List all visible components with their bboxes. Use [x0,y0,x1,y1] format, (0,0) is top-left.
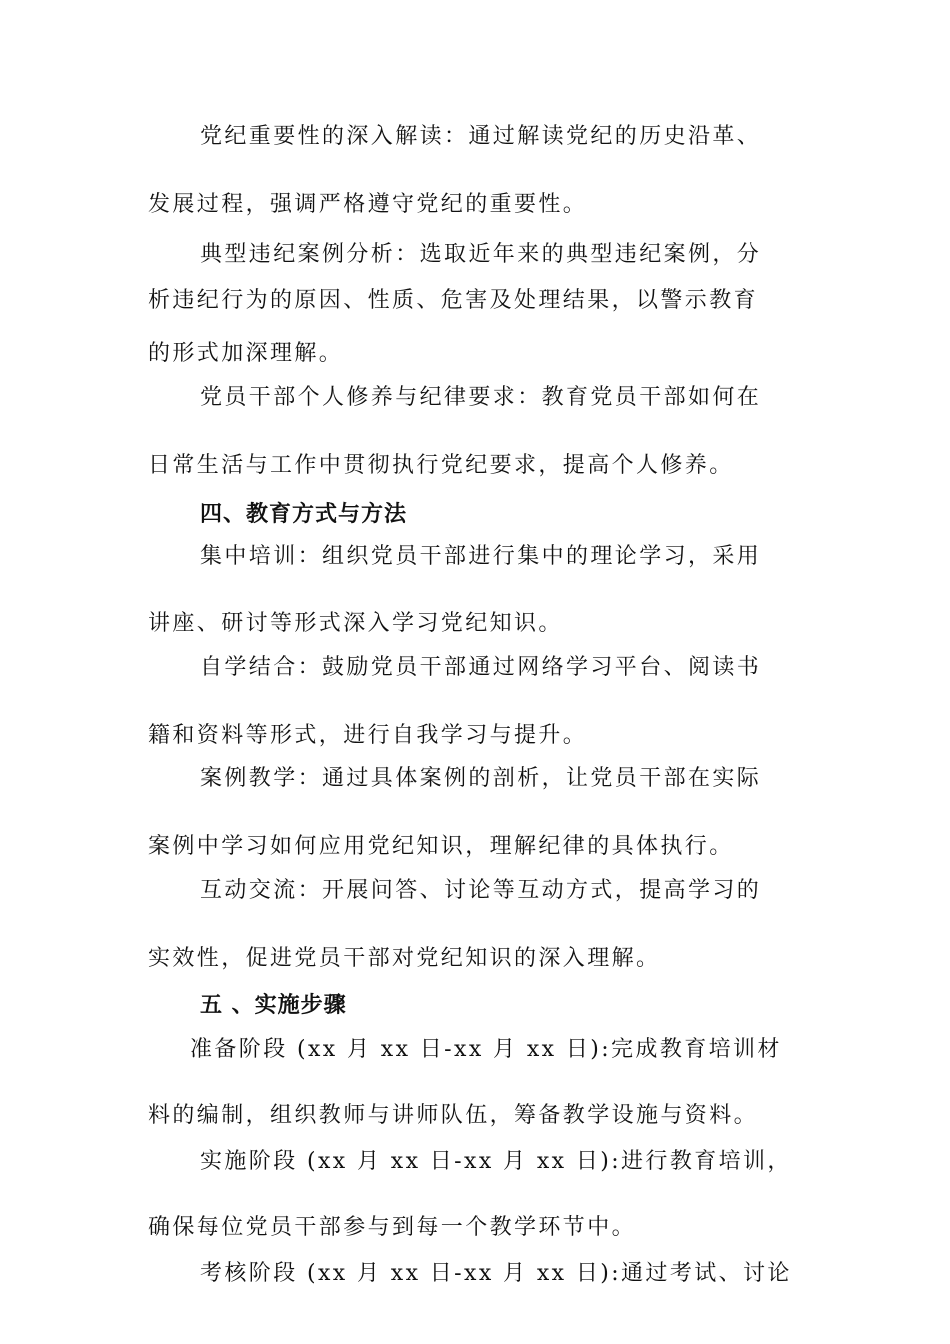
paragraph-line: 准备阶段 (xx 月 xx 日-xx 月 xx 日):完成教育培训材 [190,1037,782,1062]
paragraph-line: 互动交流：开展问答、讨论等互动方式，提高学习的 [200,878,762,903]
paragraph-line: 料的编制，组织教师与讲师队伍，筹备教学设施与资料。 [148,1103,759,1128]
section-heading: 四、教育方式与方法 [200,502,408,527]
paragraph-line: 集中培训：组织党员干部进行集中的理论学习，采用 [200,544,762,569]
paragraph-line: 实效性，促进党员干部对党纪知识的深入理解。 [148,946,661,971]
paragraph-line: 考核阶段 (xx 月 xx 日-xx 月 xx 日):通过考试、讨论 [200,1261,792,1286]
paragraph-line: 自学结合：鼓励党员干部通过网络学习平台、阅读书 [200,655,762,680]
paragraph-line: 案例教学：通过具体案例的剖析，让党员干部在实际 [200,766,762,791]
paragraph-line: 日常生活与工作中贯彻执行党纪要求，提高个人修养。 [148,453,734,478]
paragraph-line: 典型违纪案例分析：选取近年来的典型违纪案例，分 [200,242,762,267]
paragraph-line: 析违纪行为的原因、性质、危害及处理结果，以警示教育 [148,288,759,313]
paragraph-line: 籍和资料等形式，进行自我学习与提升。 [148,723,588,748]
paragraph-line: 党员干部个人修养与纪律要求：教育党员干部如何在 [200,385,762,410]
section-heading: 五 、实施步骤 [200,993,347,1018]
paragraph-line: 确保每位党员干部参与到每一个教学环节中。 [148,1215,637,1240]
paragraph-line: 发展过程，强调严格遵守党纪的重要性。 [148,192,588,217]
paragraph-line: 党纪重要性的深入解读：通过解读党纪的历史沿革、 [200,124,762,149]
paragraph-line: 的形式加深理解。 [148,341,344,366]
paragraph-line: 案例中学习如何应用党纪知识，理解纪律的具体执行。 [148,834,734,859]
paragraph-line: 实施阶段 (xx 月 xx 日-xx 月 xx 日):进行教育培训， [200,1149,792,1174]
paragraph-line: 讲座、研讨等形式深入学习党纪知识。 [148,611,563,636]
